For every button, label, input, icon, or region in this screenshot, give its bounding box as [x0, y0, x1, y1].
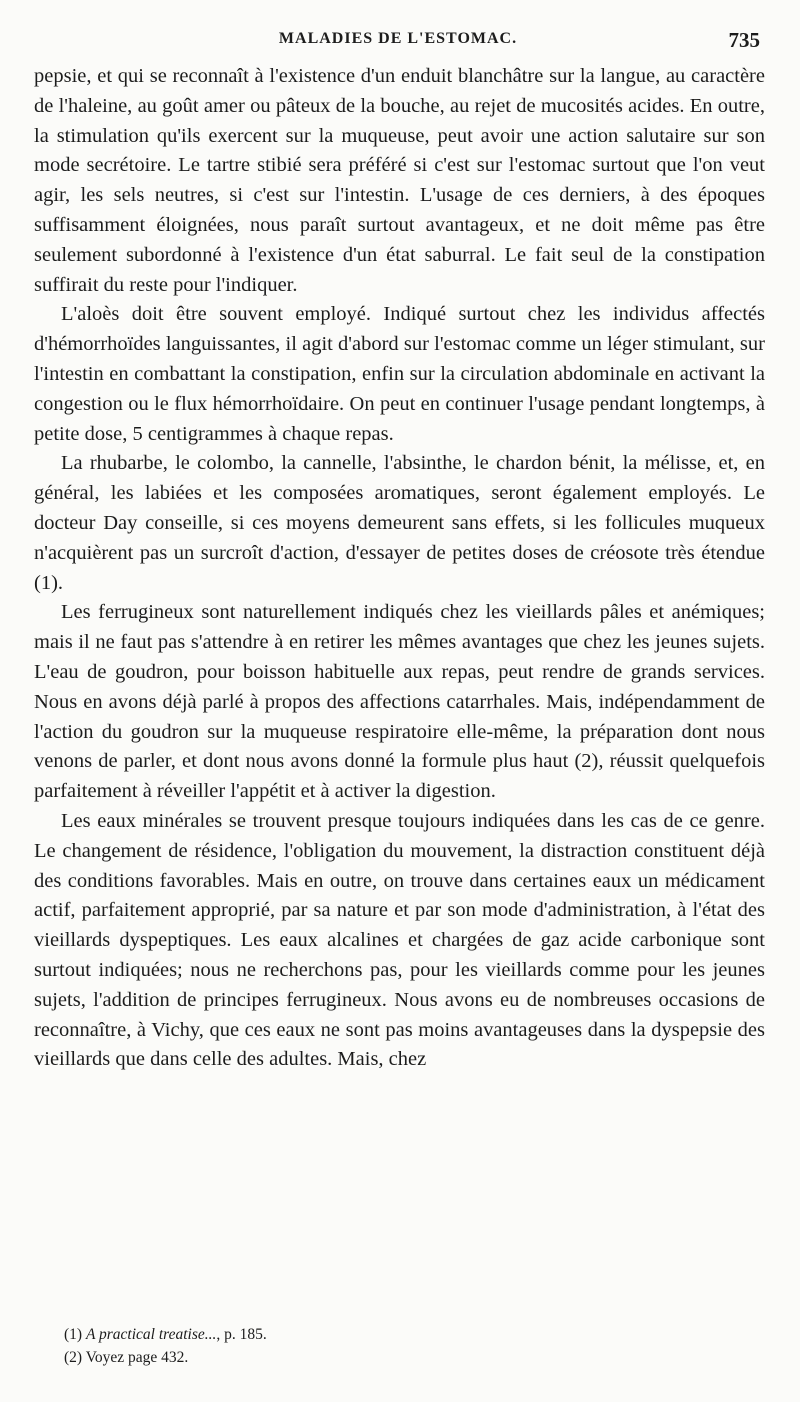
footnote-text [86, 1326, 267, 1343]
footnote-marker: (2) [64, 1349, 83, 1366]
paragraph: Les eaux minérales se trouvent presque toujours indiquées dans les cas de ce genre. Le changement de résidence, l'obligation du mouvement, la distraction constituent déjà des conditions favorables. Mais en outre, on trouve dans certaines eaux un médicament actif, parfaitement approprié, par sa nature et par son mode d'administration, à l'état des vieillards dyspeptiques. Les eaux alcalines et chargées de gaz acide carbonique sont surtout indiquées; nous ne recherchons pas, pour les vieillards comme pour les jeunes sujets, l'addition de principes ferrugineux. Nous avons eu de nombreuses occasions de reconnaître, à Vichy, que ces eaux ne sont pas moins avantageuses dans la dyspepsie des vieillards que dans celle des adultes. Mais, chez [34, 809, 765, 1071]
footnote [64, 1346, 267, 1369]
page-number: 735 [728, 28, 760, 52]
paragraph: pepsie, et qui se reconnaît à l'existence d'un enduit blanchâtre sur la langue, au caractère de l'haleine, au goût amer ou pâteux de la bouche, au rejet de mucosités acides. En outre, la stimulation qu'ils exercent sur la muqueuse, peut avoir une action salutaire sur son mode secrétoire. Le tartre stibié sera préféré si c'est sur l'estomac surtout que l'on veut agir, les sels neutres, si c'est sur l'intestin. L'usage de ces derniers, à des époques suffisamment éloignées, nous paraît surtout avantageux, et ne doit même pas être seulement subordonné à l'existence d'un état saburral. Le fait seul de la constipation suffirait du reste pour l'indiquer. [34, 65, 765, 296]
footnote-text [86, 1349, 189, 1366]
footnotes [64, 1323, 267, 1369]
footnote-title: A practical treatise... [85, 1326, 217, 1343]
running-head [36, 30, 760, 56]
footnote-marker: (1) [64, 1326, 83, 1343]
running-title: MALADIES DE L'ESTOMAC. [278, 30, 518, 47]
paragraph: L'aloès doit être souvent employé. Indiqué surtout chez les individus affectés d'hémorrhoïdes languissantes, il agit d'abord sur l'estomac comme un léger stimulant, sur l'intestin en combattant la constipation, enfin sur la circulation abdominale en activant la congestion ou le flux hémorrhoïdaire. On peut en continuer l'usage pendant longtemps, à petite dose, 5 centigrammes à chaque repas. [34, 303, 765, 445]
footnote [64, 1323, 267, 1346]
paragraph: Les ferrugineux sont naturellement indiqués chez les vieillards pâles et anémiques; mais il ne faut pas s'attendre à en retirer les mêmes avantages que chez les jeunes sujets. L'eau de goudron, pour boisson habituelle aux repas, peut rendre de grands services. Nous en avons déjà parlé à propos des affections catarrhales. Mais, indépendamment de l'action du goudron sur la muqueuse respiratoire elle-même, la préparation dont nous venons de parler, et dont nous avons donné la formule plus haut (2), réussit quelquefois parfaitement à réveiller l'appétit et à activer la digestion. [34, 601, 765, 803]
paragraph: La rhubarbe, le colombo, la cannelle, l'absinthe, le chardon bénit, la mélisse, et, en général, les labiées et les composées aromatiques, seront également employés. Le docteur Day conseille, si ces moyens demeurent sans effets, si les follicules muqueux n'acquièrent pas un surcroît d'action, d'essayer de petites doses de créosote très étendue (1). [34, 452, 765, 594]
body-text [34, 62, 765, 1075]
footnote-ref: , p. 185. [216, 1326, 267, 1343]
footnote-ref: Voyez page 432. [85, 1349, 189, 1366]
